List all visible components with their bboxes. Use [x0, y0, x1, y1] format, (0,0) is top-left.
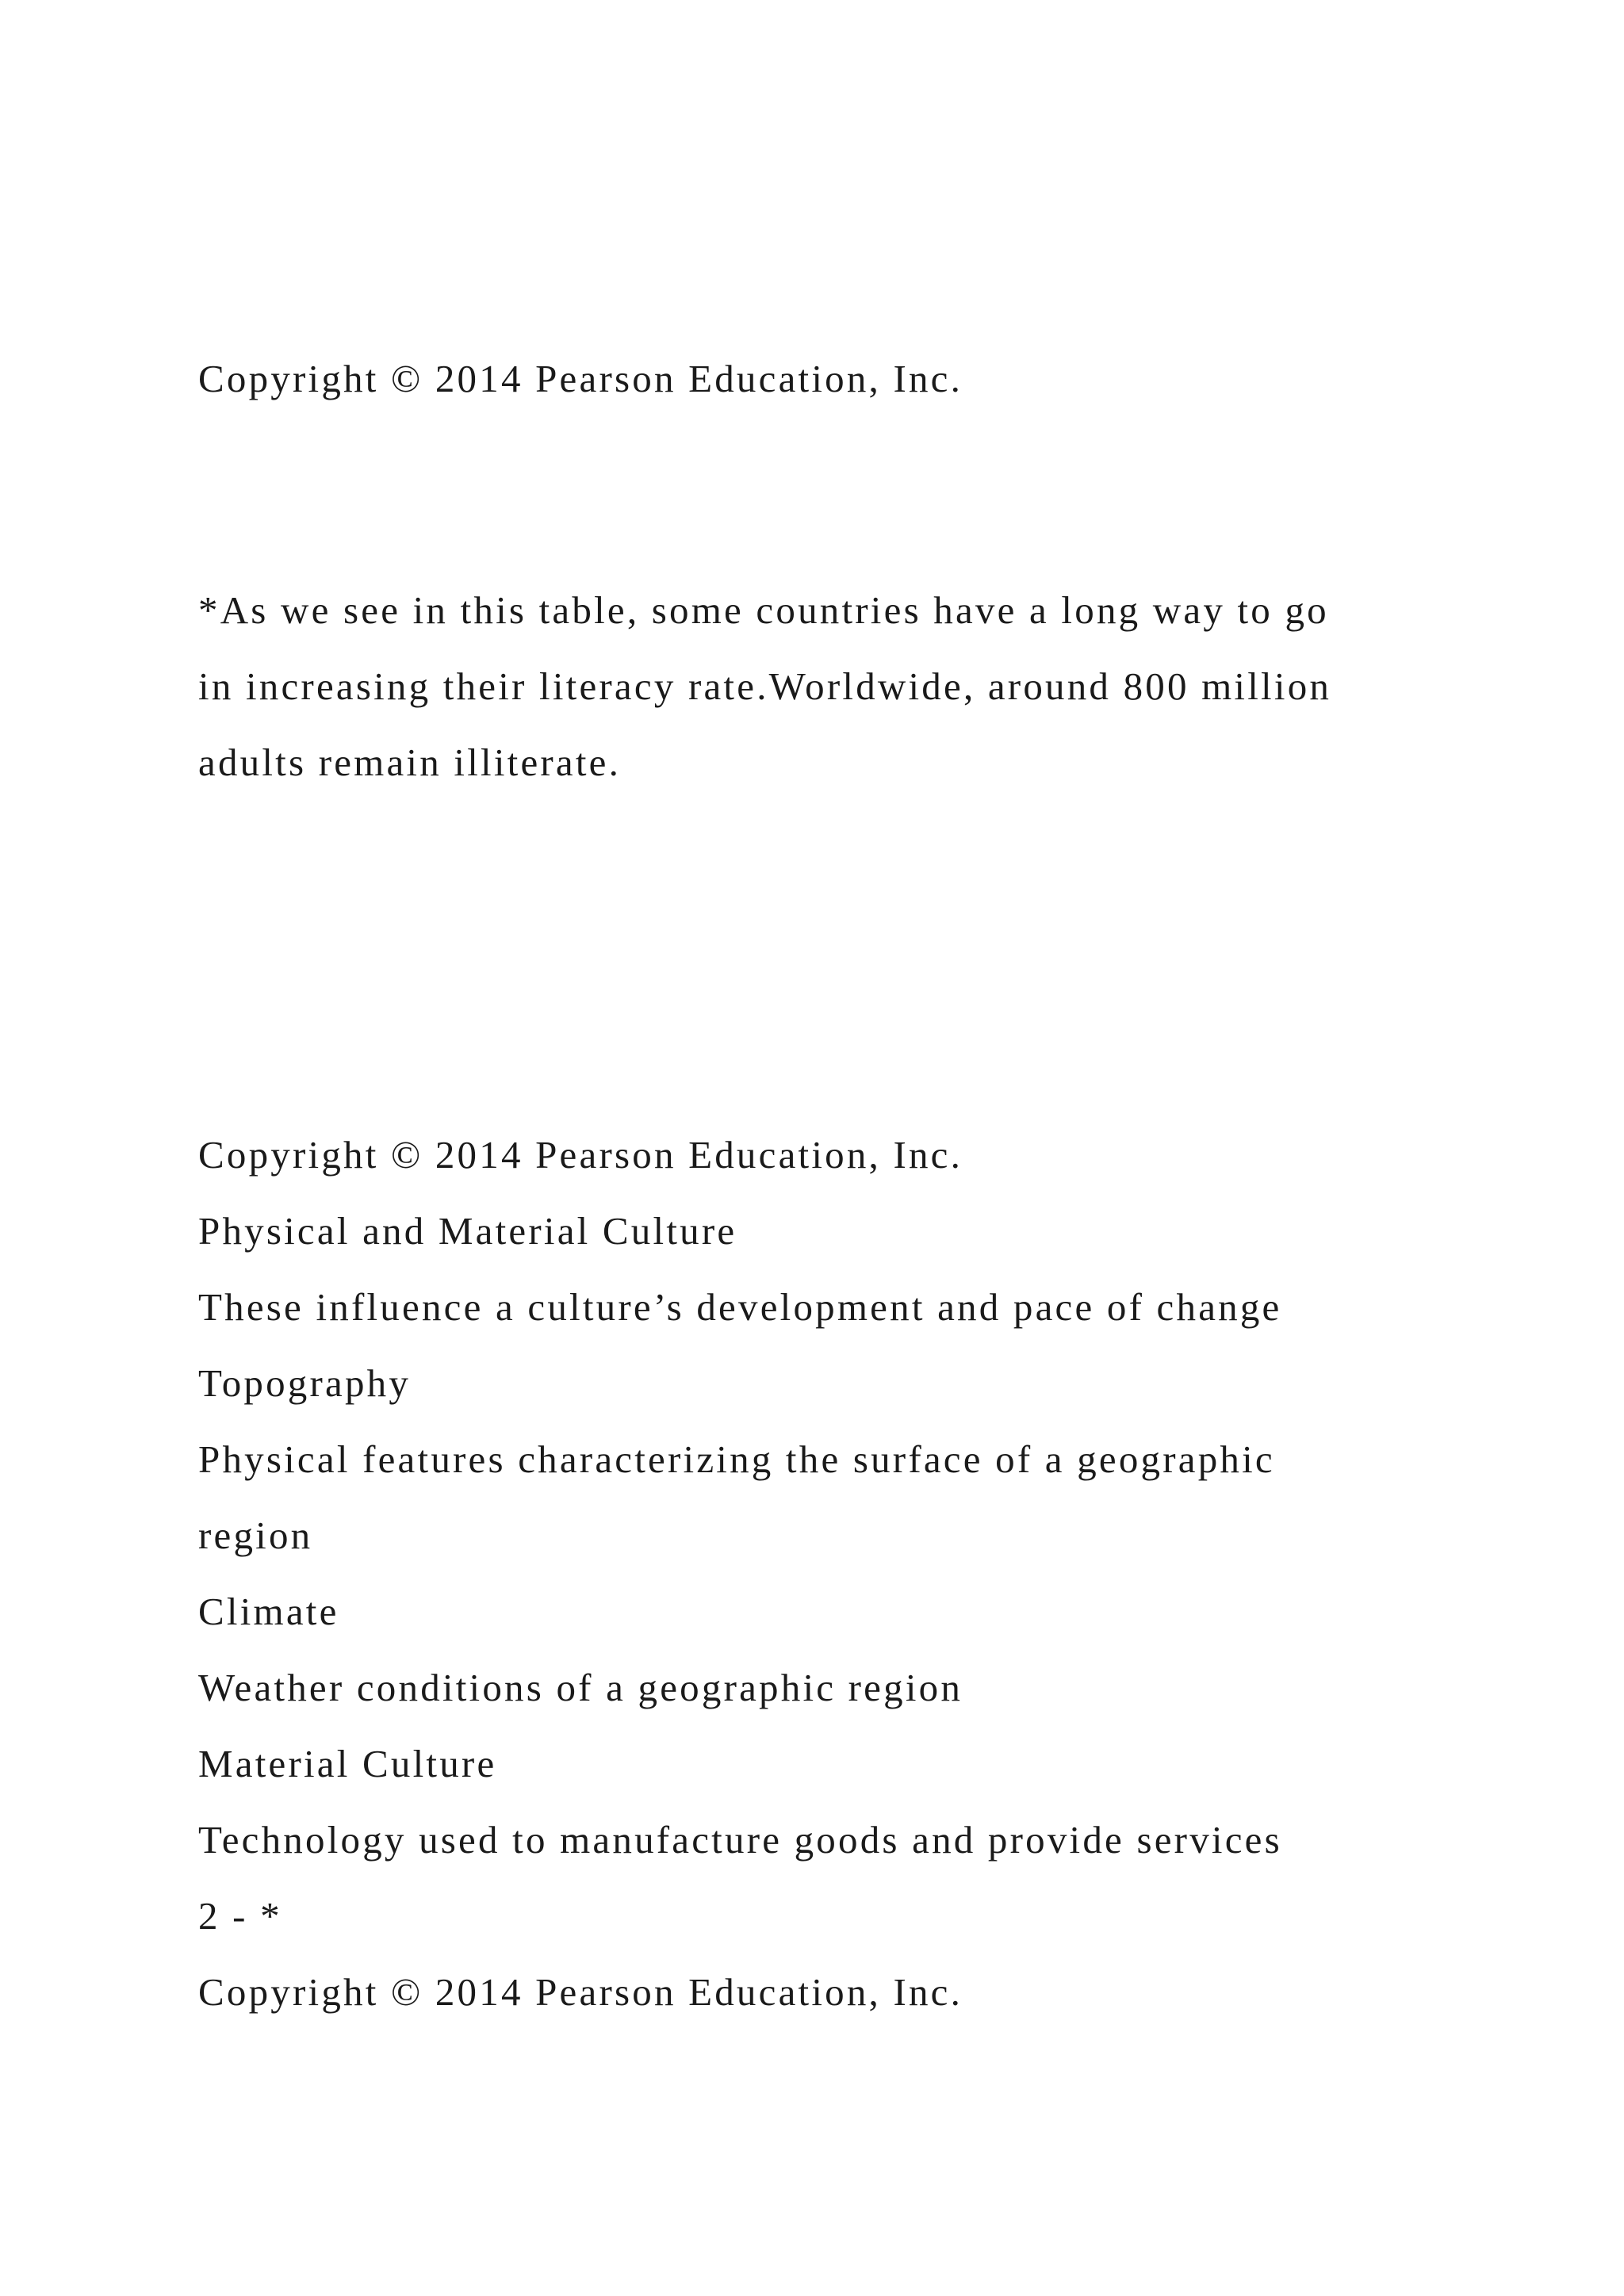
notes-line-3: adults remain illiterate. — [198, 740, 622, 784]
notes-line-2: in increasing their literacy rate.Worldwide, around 800 million — [198, 664, 1332, 708]
intro-line: These influence a culture’s development and pace of change — [198, 1285, 1282, 1329]
definition-topography-line-2: region — [198, 1513, 313, 1557]
definition-material-culture: Technology used to manufacture goods and provide services — [198, 1818, 1282, 1862]
copyright-line: Copyright © 2014 Pearson Education, Inc. — [198, 357, 963, 400]
definition-topography-line-1: Physical features characterizing the surface of a geographic — [198, 1437, 1275, 1481]
notes-line-1: *As we see in this table, some countries have a long way to go — [198, 588, 1329, 632]
term-topography: Topography — [198, 1361, 412, 1405]
definition-climate: Weather conditions of a geographic region — [198, 1666, 963, 1709]
term-climate: Climate — [198, 1590, 339, 1633]
copyright-line: Copyright © 2014 Pearson Education, Inc. — [198, 1970, 963, 2014]
slide-title: Physical and Material Culture — [198, 1209, 737, 1253]
term-material-culture: Material Culture — [198, 1742, 497, 1785]
copyright-line: Copyright © 2014 Pearson Education, Inc. — [198, 1133, 963, 1177]
slide-number: 2 - * — [198, 1894, 282, 1938]
